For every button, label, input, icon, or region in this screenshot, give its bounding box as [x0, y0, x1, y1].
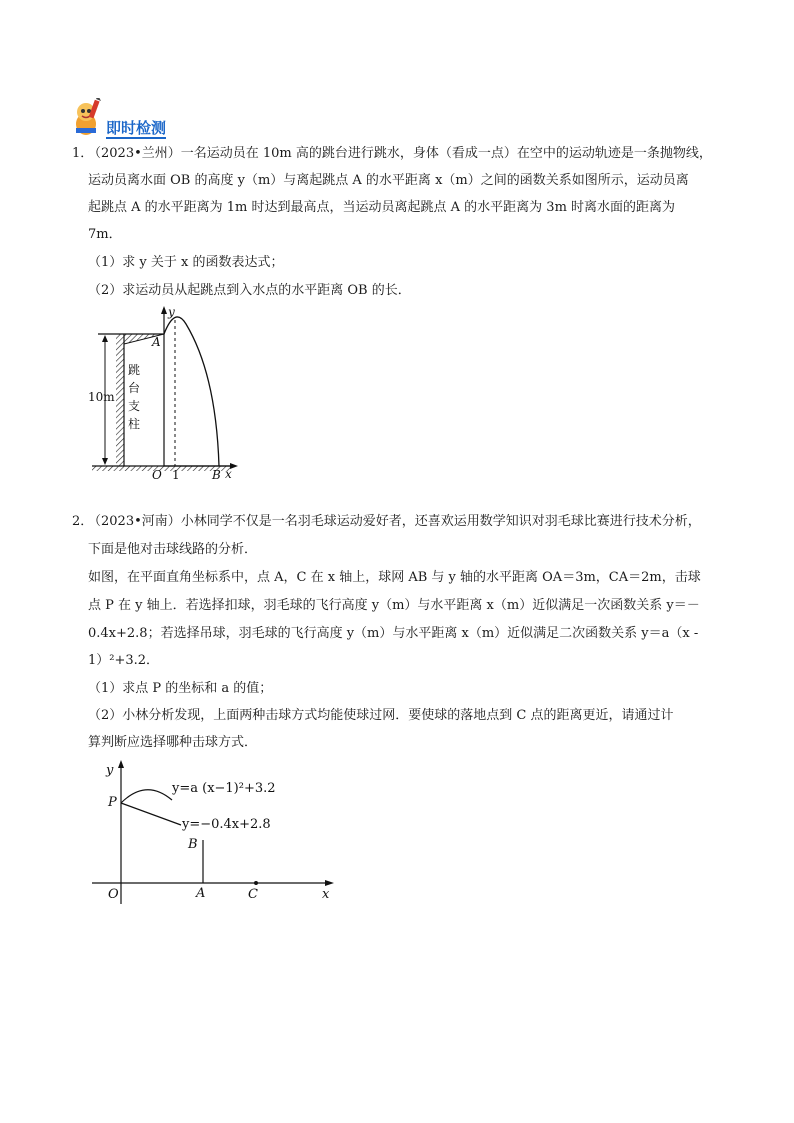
ground-hatch	[92, 466, 232, 471]
point-c	[254, 881, 258, 885]
point-c-label: C	[248, 887, 258, 902]
x-axis-label: x	[225, 467, 232, 481]
pillar-label-char: 跳	[128, 363, 141, 377]
point-a-label: A	[196, 886, 206, 901]
point-b-label: B	[188, 837, 198, 852]
pillar-label-char: 柱	[128, 417, 141, 431]
section-header	[72, 98, 202, 138]
q2-text-line: （2023•河南）小林同学不仅是一名羽毛球运动爱好者，还喜欢运用数学知识对羽毛球比赛进行技术分析，	[88, 514, 701, 529]
tick-one-label: 1	[172, 468, 180, 482]
origin-label: O	[152, 468, 162, 482]
section-title: 即时检测	[106, 119, 167, 137]
q2-text-line: 点 P 在 y 轴上．若选择扣球，羽毛球的飞行高度 y（m）与水平距离 x（m）近似满足一次函数关系 y＝－	[88, 598, 700, 613]
y-axis-label: y	[168, 305, 175, 319]
pillar-label-char: 支	[128, 399, 141, 413]
height-label: 10m	[88, 390, 115, 404]
pencil-mascot-icon	[72, 98, 108, 138]
pillar-label-char: 台	[128, 381, 141, 395]
q2-subquestion-1: （1）求点 P 的坐标和 a 的值；	[88, 681, 273, 696]
smash-line	[121, 803, 181, 825]
parabola-equation-label: y=a (x−1)²+3.2	[172, 781, 276, 796]
lob-parabola	[121, 790, 172, 803]
q1-text-line: （2023•兰州）一名运动员在 10m 高的跳台进行跳水，身体（看成一点）在空中的运动轨迹是一条抛物线，	[88, 146, 712, 161]
y-axis-label: y	[106, 763, 114, 778]
q1-diving-figure	[88, 304, 248, 482]
q1-subquestion-1: （1）求 y 关于 x 的函数表达式；	[88, 255, 284, 270]
q1-subquestion-2: （2）求运动员从起跳点到入水点的水平距离 OB 的长．	[88, 283, 411, 298]
platform-pillar-hatch	[116, 334, 124, 466]
q2-text-line: 如图，在平面直角坐标系中，点 A，C 在 x 轴上，球网 AB 与 y 轴的水平距离 OA＝3m，CA＝2m，击球	[88, 570, 701, 585]
point-a-label: A	[152, 335, 161, 349]
q1-number: 1．	[72, 146, 94, 161]
x-axis-label: x	[322, 887, 330, 902]
q2-text-line: 下面是他对击球线路的分析．	[88, 542, 258, 557]
q2-badminton-figure	[88, 758, 348, 908]
q1-text-line: 运动员离水面 OB 的高度 y（m）与离起跳点 A 的水平距离 x（m）之间的函数关系如图所示，运动员离	[88, 173, 689, 188]
q1-text-line: 起跳点 A 的水平距离为 1m 时达到最高点，当运动员离起跳点 A 的水平距离为 3m 时离水面的距离为	[88, 200, 676, 215]
point-p-label: P	[108, 795, 117, 810]
q2-text-line: 1）²+3.2．	[88, 653, 160, 668]
q2-subquestion-2: （2）小林分析发现，上面两种击球方式均能使球过网．要使球的落地点到 C 点的距离更近，请通过计	[88, 708, 674, 723]
q2-subquestion-2: 算判断应选择哪种击球方式．	[88, 735, 258, 750]
point-b-label: B	[212, 468, 221, 482]
origin-label: O	[108, 887, 119, 902]
q2-text-line: 0.4x+2.8；若选择吊球，羽毛球的飞行高度 y（m）与水平距离 x（m）近似满足二次函数关系 y＝a（x -	[88, 626, 699, 641]
q1-text-line: 7m．	[88, 227, 122, 242]
trajectory-parabola	[164, 317, 219, 466]
q2-number: 2．	[72, 514, 94, 529]
line-equation-label: y=−0.4x+2.8	[182, 817, 271, 832]
